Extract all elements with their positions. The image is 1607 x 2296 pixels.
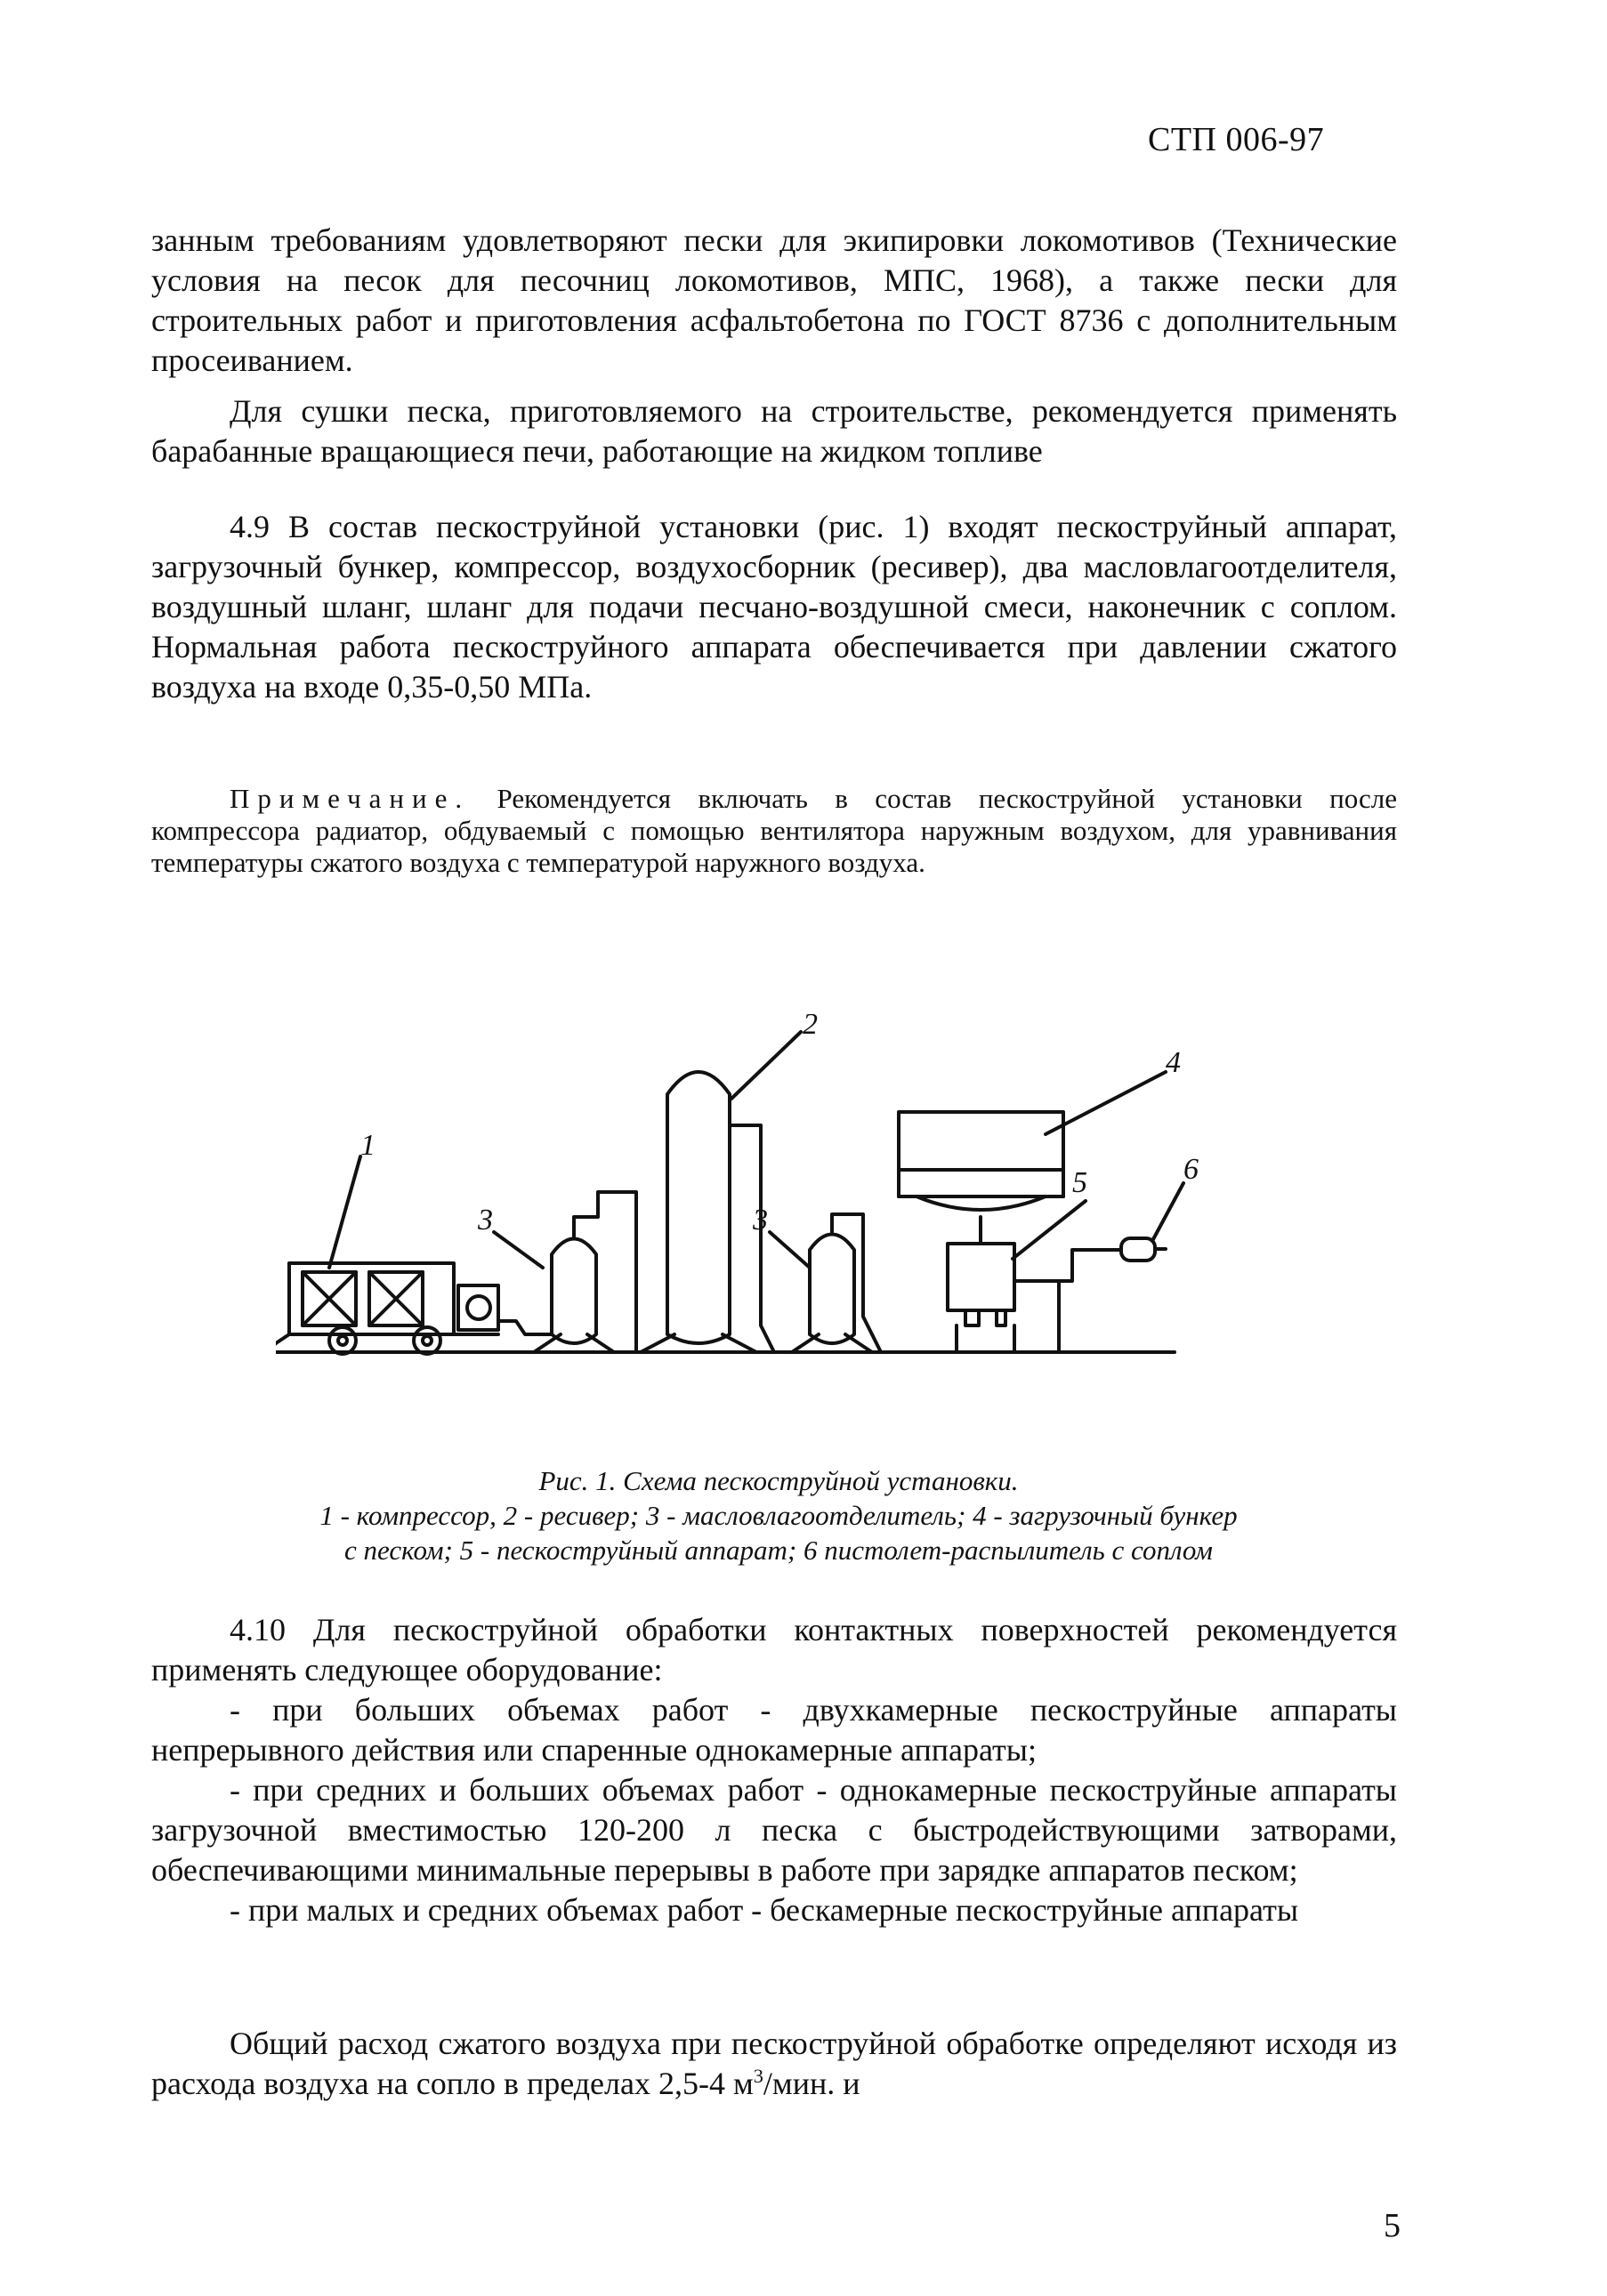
label-3a: 3 [478,1204,493,1237]
sandblasting-schematic [276,1014,1326,1388]
list-item: - при малых и средних объемах работ - бескамерные пескоструйные аппараты [230,1892,1299,1928]
air-line [498,1321,552,1334]
paragraph-text: Для сушки песка, приготовляемого на строительстве, рекомендуется применять барабанные вращающиеся печи, работающие на жидком топливе [151,393,1397,469]
compressor [276,1263,498,1366]
label-6: 6 [1183,1153,1199,1186]
label-2: 2 [803,1014,818,1041]
list-item: - при больших объемах работ - двухкамерные пескоструйные аппараты непрерывного действия или спаренные однокамерные аппараты; [151,1692,1397,1768]
equipment-list [151,1690,1397,1930]
paragraph-text: занным требованиям удовлетворяют пески для экипировки локомотивов (Технические условия на песок для песочниц локомотивов, МПС, 1968), а также пески для строительных работ и приготовления асфальтобетона по ГОСТ 8736 с дополнительным просеиванием. [151,222,1397,378]
sand-air-hose [1014,1250,1121,1352]
loading-hopper [899,1112,1063,1244]
paragraph-4-9 [151,507,1397,707]
label-1: 1 [360,1129,376,1162]
note [151,783,1397,879]
paragraph-text: 4.9 В состав пескоструйной установки (рис. 1) входят пескоструйный аппарат, загрузочный бункер, компрессор, воздухосборник (ресивер), два масловлагоотделителя, воздушный шланг, шланг для подачи песчано-воздушной смеси, наконечник с соплом. Нормальная работа пескоструйного аппарата обеспечивается при давлении сжатого воздуха на входе 0,35-0,50 МПа. [151,509,1397,705]
paragraph-sand-drying [151,391,1397,471]
paragraph-sand-requirements [151,221,1397,381]
paragraph-4-10: 4.10 Для пескоструйной обработки контактных поверхностей рекомендуется применять следующее оборудование: [151,1612,1397,1688]
sandblast-apparatus [948,1244,1014,1352]
caption-title: Рис. 1. Схема пескоструйной установки. [538,1465,1019,1496]
caption-line-3: с песком; 5 - пескоструйный аппарат; 6 пистолет-распылитель с соплом [344,1535,1213,1566]
receiver [641,1072,756,1352]
label-4: 4 [1166,1046,1181,1079]
nozzle-gun [1121,1238,1166,1261]
list-item: - при средних и больших объемах работ - однокамерные пескоструйные аппараты загрузочной вместимостью 120-200 л песка с быстродействующими затворами, обеспечивающими минимальные перерывы в работе при зарядке аппаратов песком; [151,1772,1397,1888]
caption-line-2: 1 - компрессор, 2 - ресивер; 3 - масловлагоотделитель; 4 - загрузочный бункер [319,1500,1238,1531]
note-label: Примечание. [230,783,471,814]
figure-caption [178,1463,1379,1567]
oil-separator-2 [792,1235,872,1353]
page-number: 5 [1384,2207,1401,2244]
document-code: СТП 006-97 [1148,121,1325,158]
label-3b: 3 [753,1204,768,1237]
label-5: 5 [1072,1166,1087,1199]
paragraph-air-consumption: Общий расход сжатого воздуха при пескоструйной обработке определяют исходя из расхода воздуха на сопло в пределах 2,5-4 $м^3$/мин. и [151,2026,1397,2101]
note-text: Рекомендуется включать в состав пескоструйной установки после компрессора радиатор, обдуваемый с помощью вентилятора наружным воздухом, для уравнивания температуры сжатого воздуха с температурой наружного воздуха. [151,783,1398,878]
